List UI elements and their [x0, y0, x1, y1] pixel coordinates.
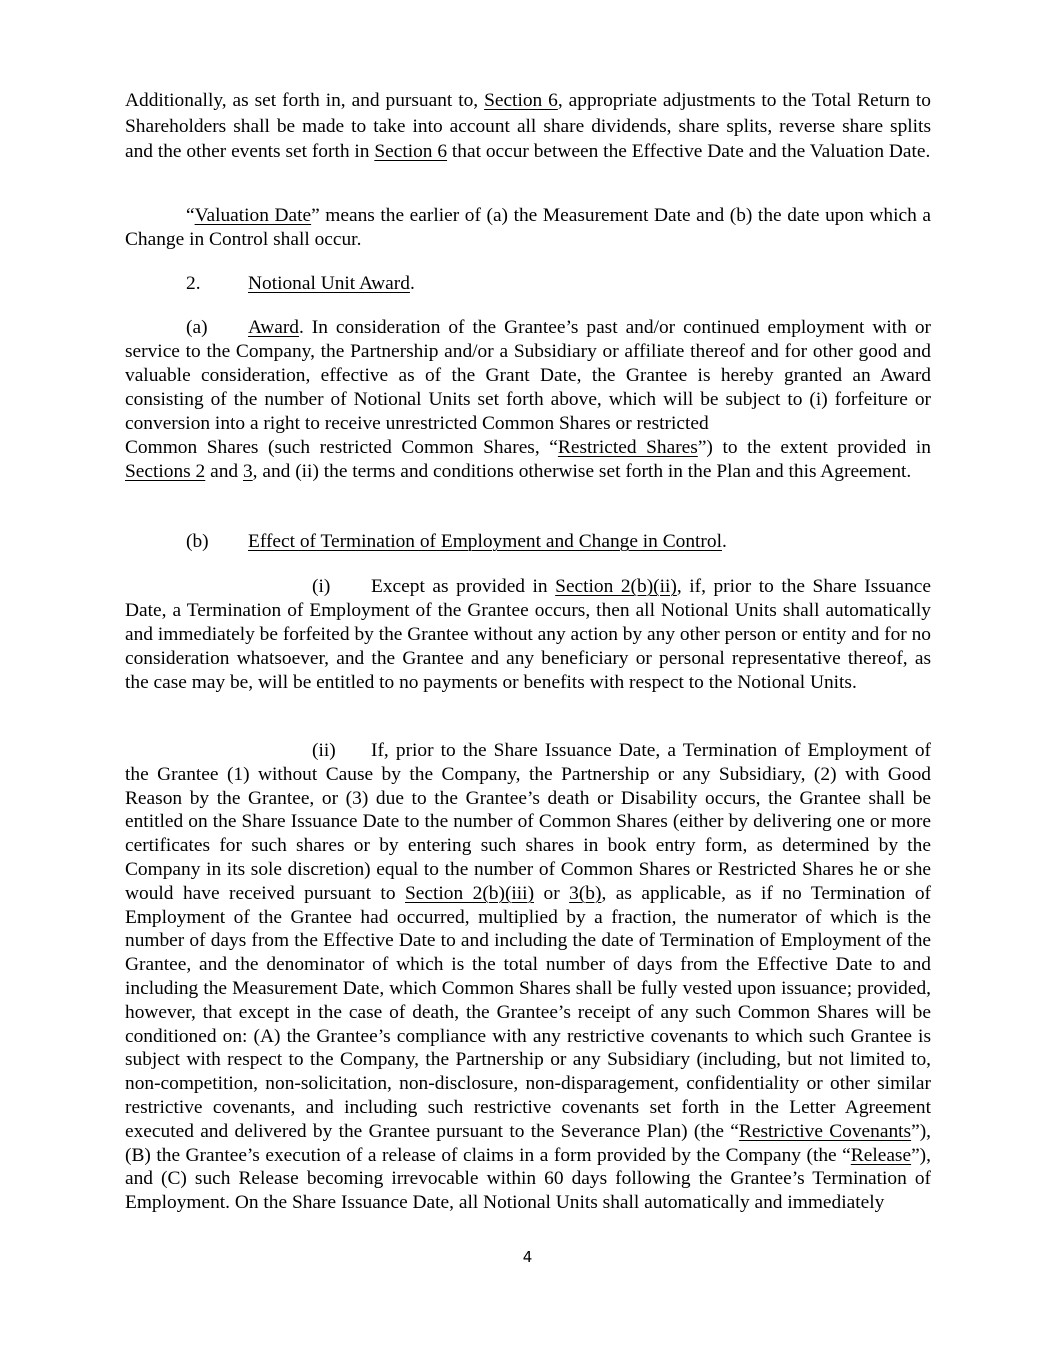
defined-term-valuation-date: Valuation Date	[194, 205, 312, 226]
subparagraph-label: (i)	[312, 576, 331, 597]
text-run: , appropriate adjustments to the Total Return to Shareholders shall be made to take into account all share dividends, share splits, reverse share splits and the other events set forth in	[125, 90, 931, 162]
section-title: Notional Unit Award	[248, 273, 410, 294]
paragraph-title: Effect of Termination of Employment and Change in Control	[248, 531, 722, 552]
defined-term-restrictive-covenants: Restrictive Covenants	[738, 1120, 912, 1142]
section-title-period: .	[409, 273, 415, 294]
text-run: ” means the earlier of (a) the Measurement Date and (b) the date upon which a Change in Control shall occur.	[125, 205, 932, 250]
text-run: Additionally, as set forth in, and pursuant to,	[125, 90, 485, 111]
paragraph-adjustments	[125, 88, 931, 165]
section-2biii-reference: Section 2(b)(iii)	[405, 882, 535, 904]
section-2-heading	[125, 272, 931, 296]
text-run: and	[205, 461, 243, 482]
text-run: that occur between the Effective Date and the Valuation Date.	[447, 141, 931, 162]
text-run: Common Shares (such restricted Common Shares, “	[125, 437, 558, 458]
text-run: Except as provided in	[371, 576, 556, 597]
text-run: , if, prior to the Share Issuance Date, a Termination of Employment of the Grantee occurs, then all Notional Units shall automatically and immediately be forfeited by the Grantee without any action by any other person or entity and for no consideration whatsoever, and the Grantee and any beneficiary or personal representative thereof, as the case may be, will be entitled to no payments or benefits with respect to the Notional Units.	[125, 576, 932, 693]
paragraph-i	[125, 575, 931, 695]
section-6-reference: Section 6	[374, 141, 448, 162]
title-period: .	[721, 531, 727, 552]
section-6-reference: Section 6	[484, 90, 558, 111]
text-run: ”), (B) the Grantee’s execution of a release of claims in a form provided by the Company (the “	[125, 1120, 932, 1166]
text-run: , as applicable, as if no Termination of Employment of the Grantee had occurred, multiplied by a fraction, the numerator of which is the number of days from the Effective Date to and including the date of Termination of Employment of the Grantee, and the denominator of which is the total number of days from the Effective Date to and including the Measurement Date, which Common Shares shall be fully vested upon issuance; provided, however, that except in the case of death, the Grantee’s receipt of any such Common Shares will be conditioned on: (A) the Grantee’s compliance with any restrictive covenants to which such Grantee is subject with respect to the Company, the Partnership or any Subsidiary (including, but not limited to, non-competition, non-solicitation, non-disclosure, non-disparagement, confidentiality or other similar restrictive covenants, and including such restrictive covenants set forth in the Letter Agreement executed and delivered by the Grantee pursuant to the Severance Plan) (the “	[125, 882, 931, 1142]
page-number: 4	[522, 1248, 533, 1266]
defined-term-release: Release	[850, 1144, 912, 1166]
paragraph-b-heading	[125, 530, 931, 554]
paragraph-label: (a)	[186, 317, 208, 338]
section-3-reference: 3	[242, 461, 253, 482]
text-run: If, prior to the Share Issuance Date, a Termination of Employment of the Grantee (1) without Cause by the Company, the Partnership or any Subsidiary, (2) with Good Reason by the Grantee, or (3) due to the Grantee’s death or Disability occurs, the Grantee shall be entitled on the Share Issuance Date to the number of Common Shares (either by delivering one or more certificates for such shares or by entering such shares in book entry form, as determined by the Company in its sole discretion) equal to the number of Common Shares or Restricted Shares he or she would have received pursuant to	[125, 740, 931, 904]
paragraph-a-award	[125, 316, 931, 484]
paragraph-label: (b)	[186, 531, 209, 552]
subparagraph-label: (ii)	[312, 740, 336, 761]
text-run: . In consideration of the Grantee’s past and/or continued employment with or service to the Company, the Partnership and/or a Subsidiary or affiliate thereof and for other good and valuable consideration, effective as of the Grant Date, the Grantee is hereby granted an Award consisting of the number of Notional Units set forth above, which will be subject to (i) forfeiture or conversion into a right to receive unrestricted Common Shares or restricted	[125, 317, 931, 434]
paragraph-ii	[125, 739, 931, 1215]
open-quote: “	[186, 205, 195, 226]
section-3b-reference: 3(b)	[569, 882, 602, 904]
defined-term-restricted-shares: Restricted Shares	[557, 437, 698, 458]
section-2bii-reference: Section 2(b)(ii)	[555, 576, 677, 597]
text-run: , and (ii) the terms and conditions otherwise set forth in the Plan and this Agreement.	[252, 461, 912, 482]
valuation-date-definition	[125, 204, 931, 252]
section-number: 2.	[186, 273, 201, 294]
text-run: or	[534, 882, 570, 904]
paragraph-title: Award	[248, 317, 299, 338]
sections-2-reference: Sections 2	[125, 461, 206, 482]
text-run: ”) to the extent provided in	[697, 437, 931, 458]
text-run: ”), and (C) such Release becoming irrevocable within 60 days following the Grantee’s Termination of Employment. On the Share Issuance Date, all Notional Units shall automatically and immediately	[125, 1144, 931, 1214]
